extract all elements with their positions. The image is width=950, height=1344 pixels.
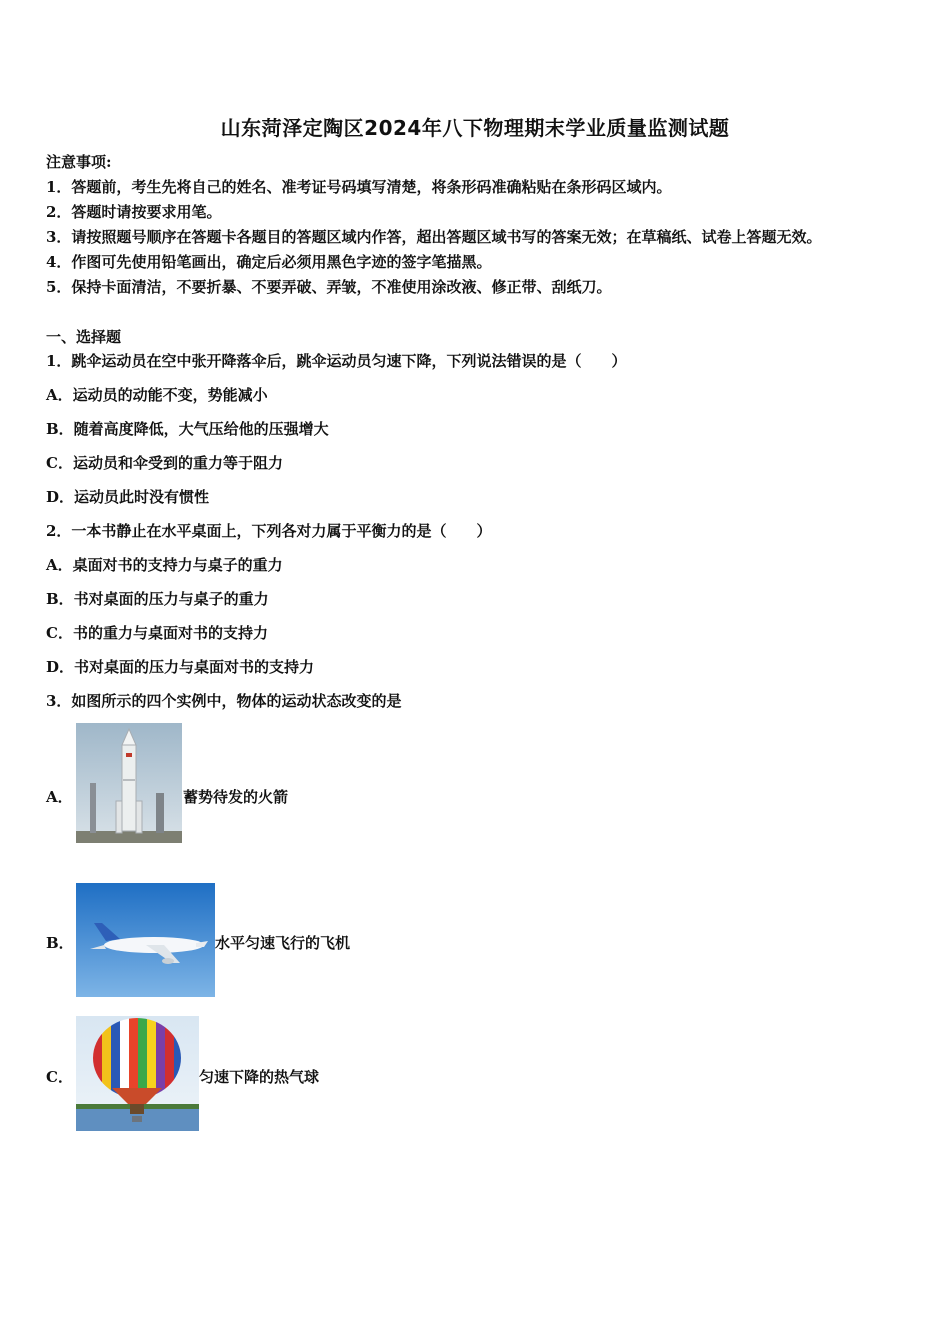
notice-item: 1．答题前，考生先将自己的姓名、准考证号码填写清楚，将条形码准确粘贴在条形码区域内。 bbox=[46, 178, 672, 196]
rocket-image bbox=[76, 723, 182, 843]
section-heading: 一、选择题 bbox=[46, 328, 122, 346]
option-caption: 匀速下降的热气球 bbox=[199, 1068, 320, 1086]
option-letter: C． bbox=[46, 1068, 73, 1086]
hot-air-balloon-image bbox=[76, 1016, 199, 1131]
notice-item: 5．保持卡面清洁，不要折暴、不要弄破、弄皱，不准使用涂改液、修正带、刮纸刀。 bbox=[46, 278, 612, 296]
option-caption: 水平匀速飞行的飞机 bbox=[215, 934, 351, 952]
airplane-image bbox=[76, 883, 215, 997]
option: C．运动员和伞受到的重力等于阻力 bbox=[46, 454, 283, 472]
notice-item: 4．作图可先使用铅笔画出，确定后必须用黑色字迹的签字笔描黑。 bbox=[46, 253, 492, 271]
option: D．书对桌面的压力与桌面对书的支持力 bbox=[46, 658, 315, 676]
option-letter: B． bbox=[46, 934, 74, 952]
question-stem: 3．如图所示的四个实例中，物体的运动状态改变的是 bbox=[46, 692, 402, 710]
question-stem: 2．一本书静止在水平桌面上，下列各对力属于平衡力的是（ ） bbox=[46, 522, 492, 540]
question-stem: 1．跳伞运动员在空中张开降落伞后，跳伞运动员匀速下降，下列说法错误的是（ ） bbox=[46, 352, 627, 370]
notice-heading: 注意事项: bbox=[46, 153, 112, 171]
option: A．桌面对书的支持力与桌子的重力 bbox=[46, 556, 283, 574]
notice-item: 3．请按照题号顺序在答题卡各题目的答题区域内作答，超出答题区域书写的答案无效；在草稿纸、试卷上答题无效。 bbox=[46, 228, 822, 246]
option: A．运动员的动能不变，势能减小 bbox=[46, 386, 268, 404]
option: D．运动员此时没有惯性 bbox=[46, 488, 210, 506]
option: C．书的重力与桌面对书的支持力 bbox=[46, 624, 268, 642]
option: B．随着高度降低，大气压给他的压强增大 bbox=[46, 420, 329, 438]
notice-item: 2．答题时请按要求用笔。 bbox=[46, 203, 222, 221]
option-letter: A． bbox=[46, 788, 73, 806]
option-caption: 蓄势待发的火箭 bbox=[183, 788, 289, 806]
option: B．书对桌面的压力与桌子的重力 bbox=[46, 590, 269, 608]
exam-title: 山东菏泽定陶区2024年八下物理期末学业质量监测试题 bbox=[220, 116, 730, 140]
